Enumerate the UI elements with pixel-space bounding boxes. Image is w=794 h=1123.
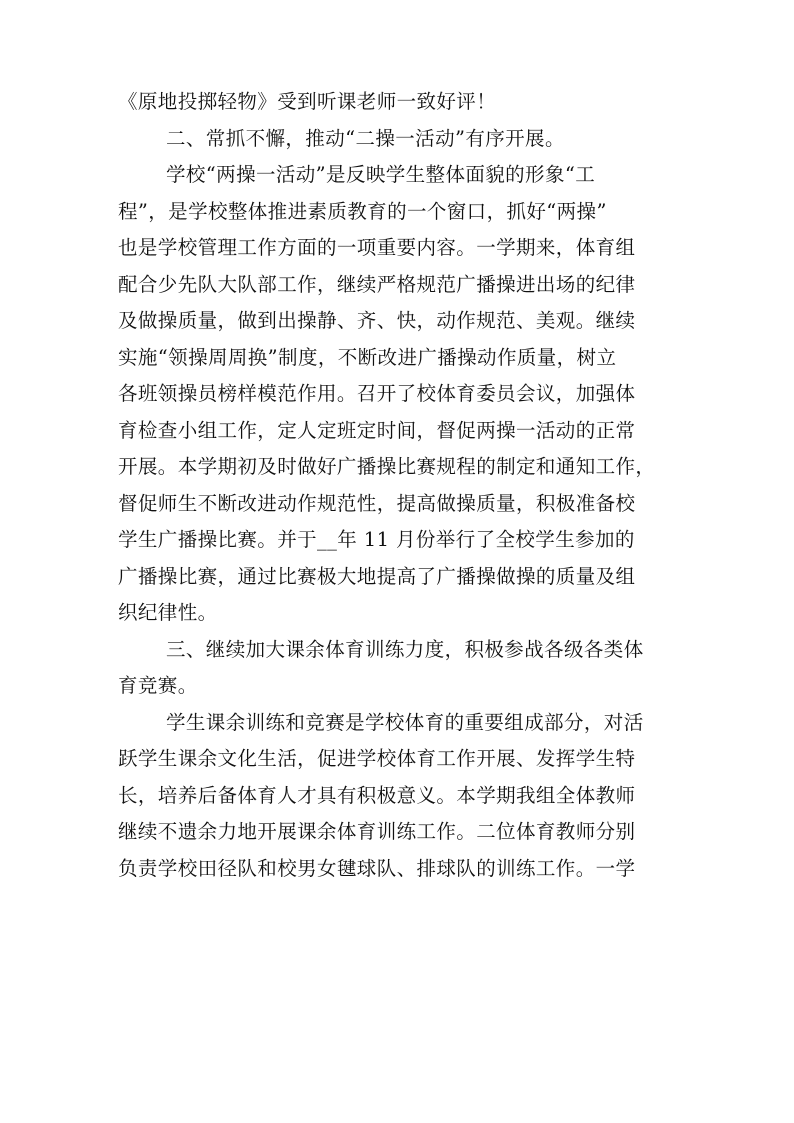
text-line: 跃学生课余文化生活，促进学校体育工作开展、发挥学生特 <box>118 747 636 770</box>
text-line: 《原地投掷轻物》受到听课老师一致好评！ <box>118 90 497 113</box>
text-line: 督促师生不断改进动作规范性，提高做操质量，积极准备校 <box>118 491 636 515</box>
text-line: 继续不遗余力地开展课余体育训练工作。二位体育教师分别 <box>118 820 636 843</box>
text-line: 及做操质量，做到出操静、齐、快，动作规范、美观。继续 <box>118 309 636 332</box>
text-line: 配合少先队大队部工作，继续严格规范广播操进出场的纪律 <box>118 272 636 296</box>
text-line: 三、继续加大课余体育训练力度，积极参战各级各类体 <box>166 637 644 661</box>
text-line: 学校“两操一活动”是反映学生整体面貌的形象“工 <box>166 163 596 186</box>
text-line: 学生广播操比赛。并于__年 11 月份举行了全校学生参加的 <box>118 528 635 551</box>
text-line: 各班领操员榜样模范作用。召开了校体育委员会议，加强体 <box>118 382 636 405</box>
text-line: 育竞赛。 <box>118 674 198 697</box>
text-line: 开展。本学期初及时做好广播操比赛规程的制定和通知工作， <box>118 455 656 478</box>
text-line: 长，培养后备体育人才具有积极意义。本学期我组全体教师 <box>118 783 636 807</box>
text-line: 实施“领操周周换”制度，不断改进广播操动作质量，树立 <box>118 345 617 369</box>
document-body <box>118 84 678 887</box>
text-line: 也是学校管理工作方面的一项重要内容。一学期来，体育组 <box>118 236 636 259</box>
text-line: 程”，是学校整体推进素质教育的一个窗口，抓好“两操” <box>118 199 607 223</box>
text-line: 二、常抓不懈，推动“二操一活动”有序开展。 <box>166 126 565 150</box>
text-line: 广播操比赛，通过比赛极大地提高了广播操做操的质量及组 <box>118 564 636 588</box>
text-line: 织纪律性。 <box>118 601 218 624</box>
text-line: 学生课余训练和竞赛是学校体育的重要组成部分，对活 <box>166 710 644 734</box>
text-line: 育检查小组工作，定人定班定时间，督促两操一活动的正常 <box>118 418 636 442</box>
text-line: 负责学校田径队和校男女毽球队、排球队的训练工作。一学 <box>118 856 636 880</box>
